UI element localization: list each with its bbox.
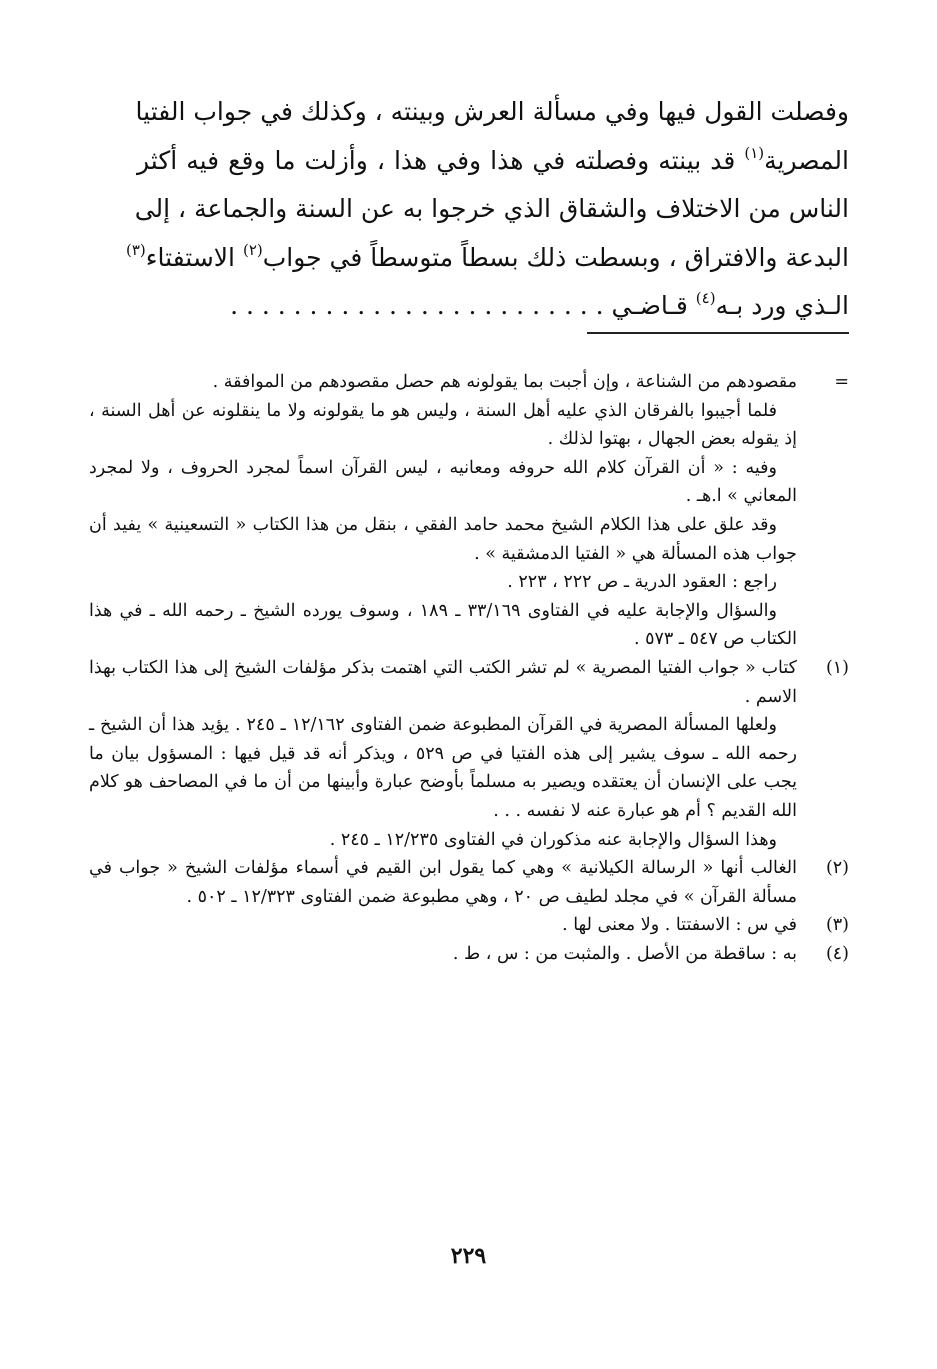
footnote-mark: (٤): [825, 943, 849, 964]
main-text-segment: المصرية: [764, 145, 849, 175]
footnote-1: [89, 654, 849, 854]
footnote-paragraph: به : ساقطة من الأصل . والمثبت من : س ، ط .: [452, 943, 797, 964]
footnote-paragraph: في س : الاسفتتا . ولا معنى لها .: [562, 915, 797, 936]
footnote-mark: (٢): [825, 858, 849, 879]
footnote-ref: (٤): [695, 289, 716, 307]
footnote-body: [89, 654, 797, 854]
footnote-paragraph: والسؤال والإجابة عليه في الفتاوى ٣٣/١٦٩ ـ ١٨٩ ، وسوف يورده الشيخ ـ رحمه الله ـ في هذا الكتاب ص ٥٤٧ ـ ٥٧٣ .: [89, 600, 797, 650]
main-text-line: [137, 282, 849, 331]
footnote-divider: [587, 332, 849, 334]
main-text-line: [137, 137, 849, 186]
footnote-paragraph: وفيه : « أن القرآن كلام الله حروفه ومعانيه ، ليس القرآن اسماً لمجرد الحروف ، ولا لمجرد المعاني » ا.هـ .: [89, 457, 797, 507]
main-text-segment: قـاضـي . . . . . . . . . . . . . . . . . . . . . . . .: [230, 291, 688, 320]
footnote-paragraph: ولعلها المسألة المصرية في القرآن المطبوعة ضمن الفتاوى ١٢/١٦٢ ـ ٢٤٥ . يؤيد هذا أن الشيخ ـ رحمه الله ـ سوف يشير إلى هذه الفتيا في ص ٥٢٩ ، ويذكر أنه قد قيل فيها : المسؤول بيان ما يجب على الإنسان أن يعتقده ويصير به مسلماً بأوضح عبارة وأبينها من أن ما في المصاحف هو كلام الله القديم ؟ أم هو عبارة عنه لا نفسه . . .: [89, 715, 797, 821]
footnote-body: [89, 940, 797, 969]
main-text-line: الناس من الاختلاف والشقاق الذي خرجوا به عن السنة والجماعة ، إلى: [134, 194, 849, 223]
main-text-line: [125, 234, 849, 283]
page-number: ٢٢٩: [450, 1243, 487, 1269]
main-text-line: وفصلت القول فيها وفي مسألة العرش وبينته ، وكذلك في جواب الفتيا: [135, 97, 849, 126]
main-text-segment: قد بينته وفصلته في هذا وفي هذا ، وأزلت ما وقع فيه أكثر: [137, 145, 736, 175]
footnote-ref: (٣): [125, 240, 146, 259]
footnote-mark: (٣): [825, 915, 849, 936]
footnote-mark: =: [834, 372, 849, 392]
footnote-3: [89, 911, 849, 940]
main-text-segment: البدعة والافتراق ، وبسطت ذلك بسطاً متوسطاً في جواب: [262, 242, 849, 272]
footnote-2: [89, 854, 849, 911]
footnote-paragraph: مقصودهم من الشناعة ، وإن أجبت بما يقولونه هم حصل مقصودهم من الموافقة .: [212, 372, 797, 392]
footnote-paragraph: وقد علق على هذا الكلام الشيخ محمد حامد الفقي ، بنقل من هذا الكتاب « التسعينية » يفيد أن جواب هذه المسألة هي « الفتيا الدمشقية » .: [89, 514, 797, 564]
footnote-ref: (٢): [242, 240, 263, 259]
footnotes: [89, 368, 849, 968]
footnote-ref: (١): [744, 143, 765, 162]
main-text-segment: الاستفتاء: [145, 242, 235, 272]
main-text: [125, 88, 849, 331]
footnote-paragraph: كتاب « جواب الفتيا المصرية » لم تشر الكتب التي اهتمت بذكر مؤلفات الشيخ إلى هذا الكتاب بهذا الاسم .: [89, 657, 797, 707]
footnote-mark: (١): [825, 657, 849, 678]
main-text-segment: الـذي ورد بـه: [715, 291, 849, 320]
footnote-paragraph: الغالب أنها « الرسالة الكيلانية » وهي كما يقول ابن القيم في أسماء مؤلفات الشيخ « جواب في مسألة القرآن » في مجلد لطيف ص ٢٠ ، وهي مطبوعة ضمن الفتاوى ١٢/٣٢٣ ـ ٥٠٢ .: [89, 858, 797, 907]
footnote-paragraph: وهذا السؤال والإجابة عنه مذكوران في الفتاوى ١٢/٢٣٥ ـ ٢٤٥ .: [329, 829, 777, 850]
footnote-body: [89, 911, 797, 940]
footnote-continuation: [89, 368, 849, 654]
footnote-paragraph: راجع : العقود الدرية ـ ص ٢٢٢ ، ٢٢٣ .: [507, 572, 777, 593]
footnote-body: [89, 368, 797, 654]
footnote-body: [89, 854, 797, 911]
footnote-paragraph: فلما أجيبوا بالفرقان الذي عليه أهل السنة ، وليس هو ما يقولونه ولا ما ينقلونه عن أهل السنة ، إذ يقوله بعض الجهال ، بهتوا لذلك .: [89, 400, 797, 450]
footnote-4: [89, 940, 849, 969]
